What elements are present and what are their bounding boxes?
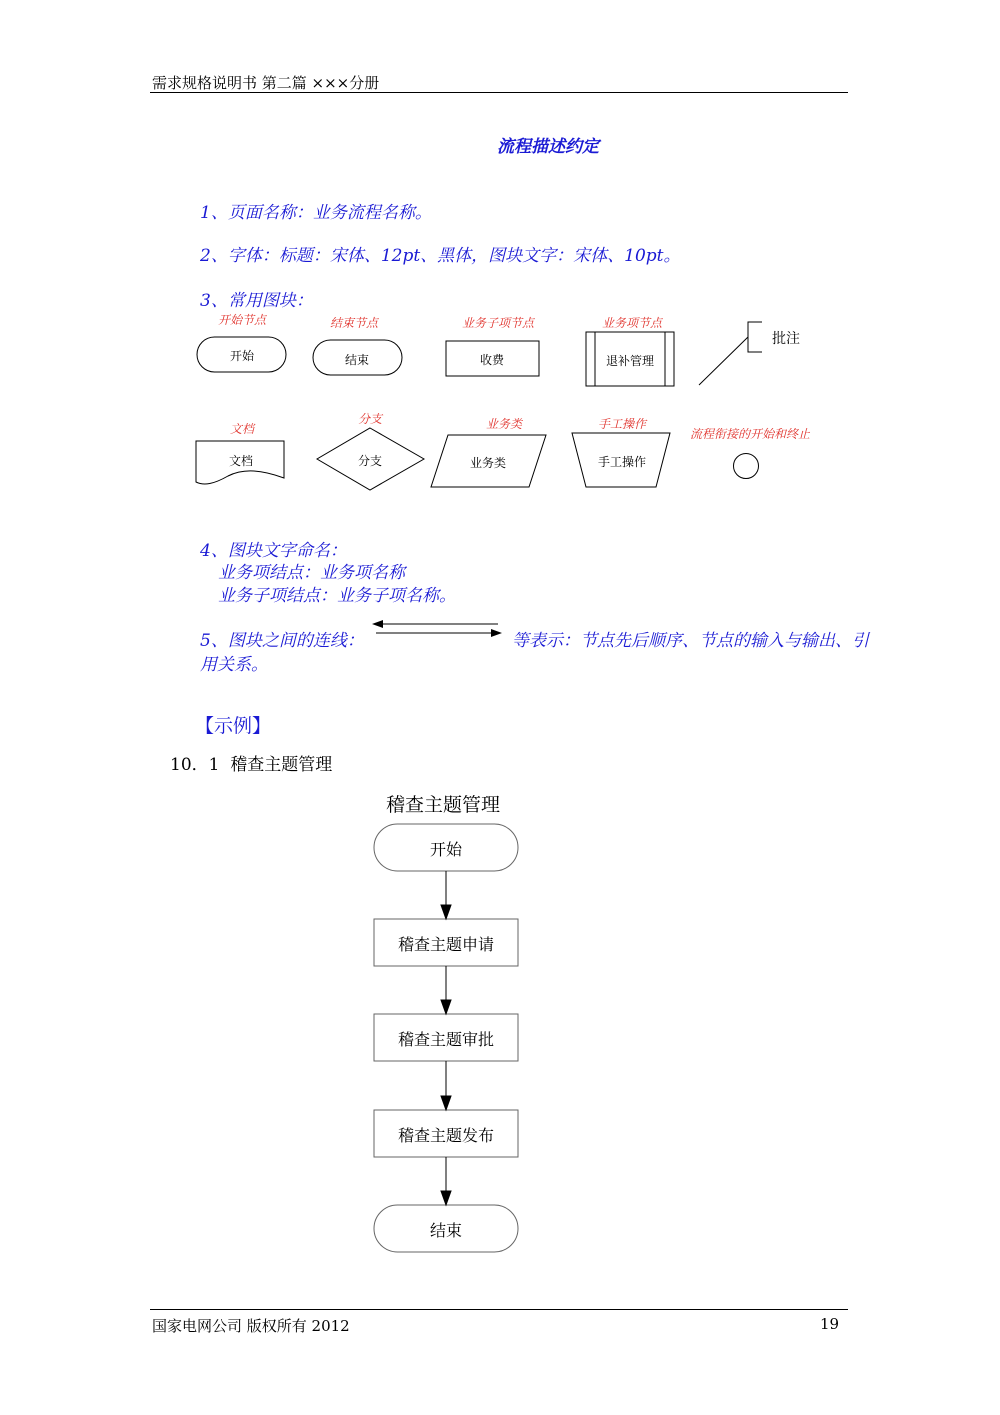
caption-biztype: 业务类 xyxy=(486,417,523,431)
caption-start-node: 开始节点 xyxy=(218,313,267,327)
label-biztype: 业务类 xyxy=(470,456,507,470)
caption-manual: 手工操作 xyxy=(598,417,647,431)
label-branch: 分支 xyxy=(358,454,383,468)
label-subitem: 收费 xyxy=(480,353,505,367)
rule-5-suffix: 等表示：节点先后顺序、节点的输入与输出、引 xyxy=(512,631,869,651)
label-manual: 手工操作 xyxy=(598,455,647,469)
caption-connector: 流程衔接的开始和终止 xyxy=(690,427,811,441)
page-number: 19 xyxy=(820,1315,840,1333)
rule-5-line2: 用关系。 xyxy=(200,655,268,675)
flow-node-publish: 稽查主题发布 xyxy=(397,1126,494,1145)
label-note: 批注 xyxy=(772,331,800,347)
rule-5-prefix: 5、图块之间的连线： xyxy=(200,631,364,651)
caption-subitem-node: 业务子项节点 xyxy=(462,316,535,330)
flow-node-apply: 稽查主题申请 xyxy=(397,935,494,954)
label-item: 退补管理 xyxy=(606,354,655,368)
page-header: 需求规格说明书 第二篇 ×××分册 xyxy=(152,74,380,92)
caption-end-node: 结束节点 xyxy=(330,316,379,330)
rule-1: 1、页面名称：业务流程名称。 xyxy=(200,203,432,223)
flow-title: 稽查主题管理 xyxy=(386,794,501,816)
footer-rule xyxy=(150,1309,848,1310)
label-start: 开始 xyxy=(230,349,255,363)
caption-item-node: 业务项节点 xyxy=(602,316,663,330)
flow-node-end: 结束 xyxy=(429,1221,462,1240)
label-end: 结束 xyxy=(345,353,370,367)
section-title: 流程描述约定 xyxy=(497,137,599,157)
rule-4-subitem: 业务子项结点：业务子项名称。 xyxy=(218,586,456,606)
caption-branch: 分支 xyxy=(358,412,383,426)
rule-4-item: 业务项结点：业务项名称 xyxy=(218,563,405,583)
flow-node-start: 开始 xyxy=(429,840,462,859)
caption-document: 文档 xyxy=(230,422,255,436)
rule-3: 3、常用图块： xyxy=(200,291,313,311)
label-document: 文档 xyxy=(229,454,254,468)
rule-2: 2、字体：标题：宋体、12pt、黑体，图块文字：宋体、10pt。 xyxy=(200,246,681,266)
rule-4: 4、图块文字命名： xyxy=(200,541,347,561)
flow-node-approve: 稽查主题审批 xyxy=(397,1030,494,1049)
footer-copyright: 国家电网公司 版权所有 2012 xyxy=(152,1317,350,1335)
example-heading: 【示例】 xyxy=(195,715,272,737)
example-section-title: 10．1 稽查主题管理 xyxy=(170,755,333,775)
